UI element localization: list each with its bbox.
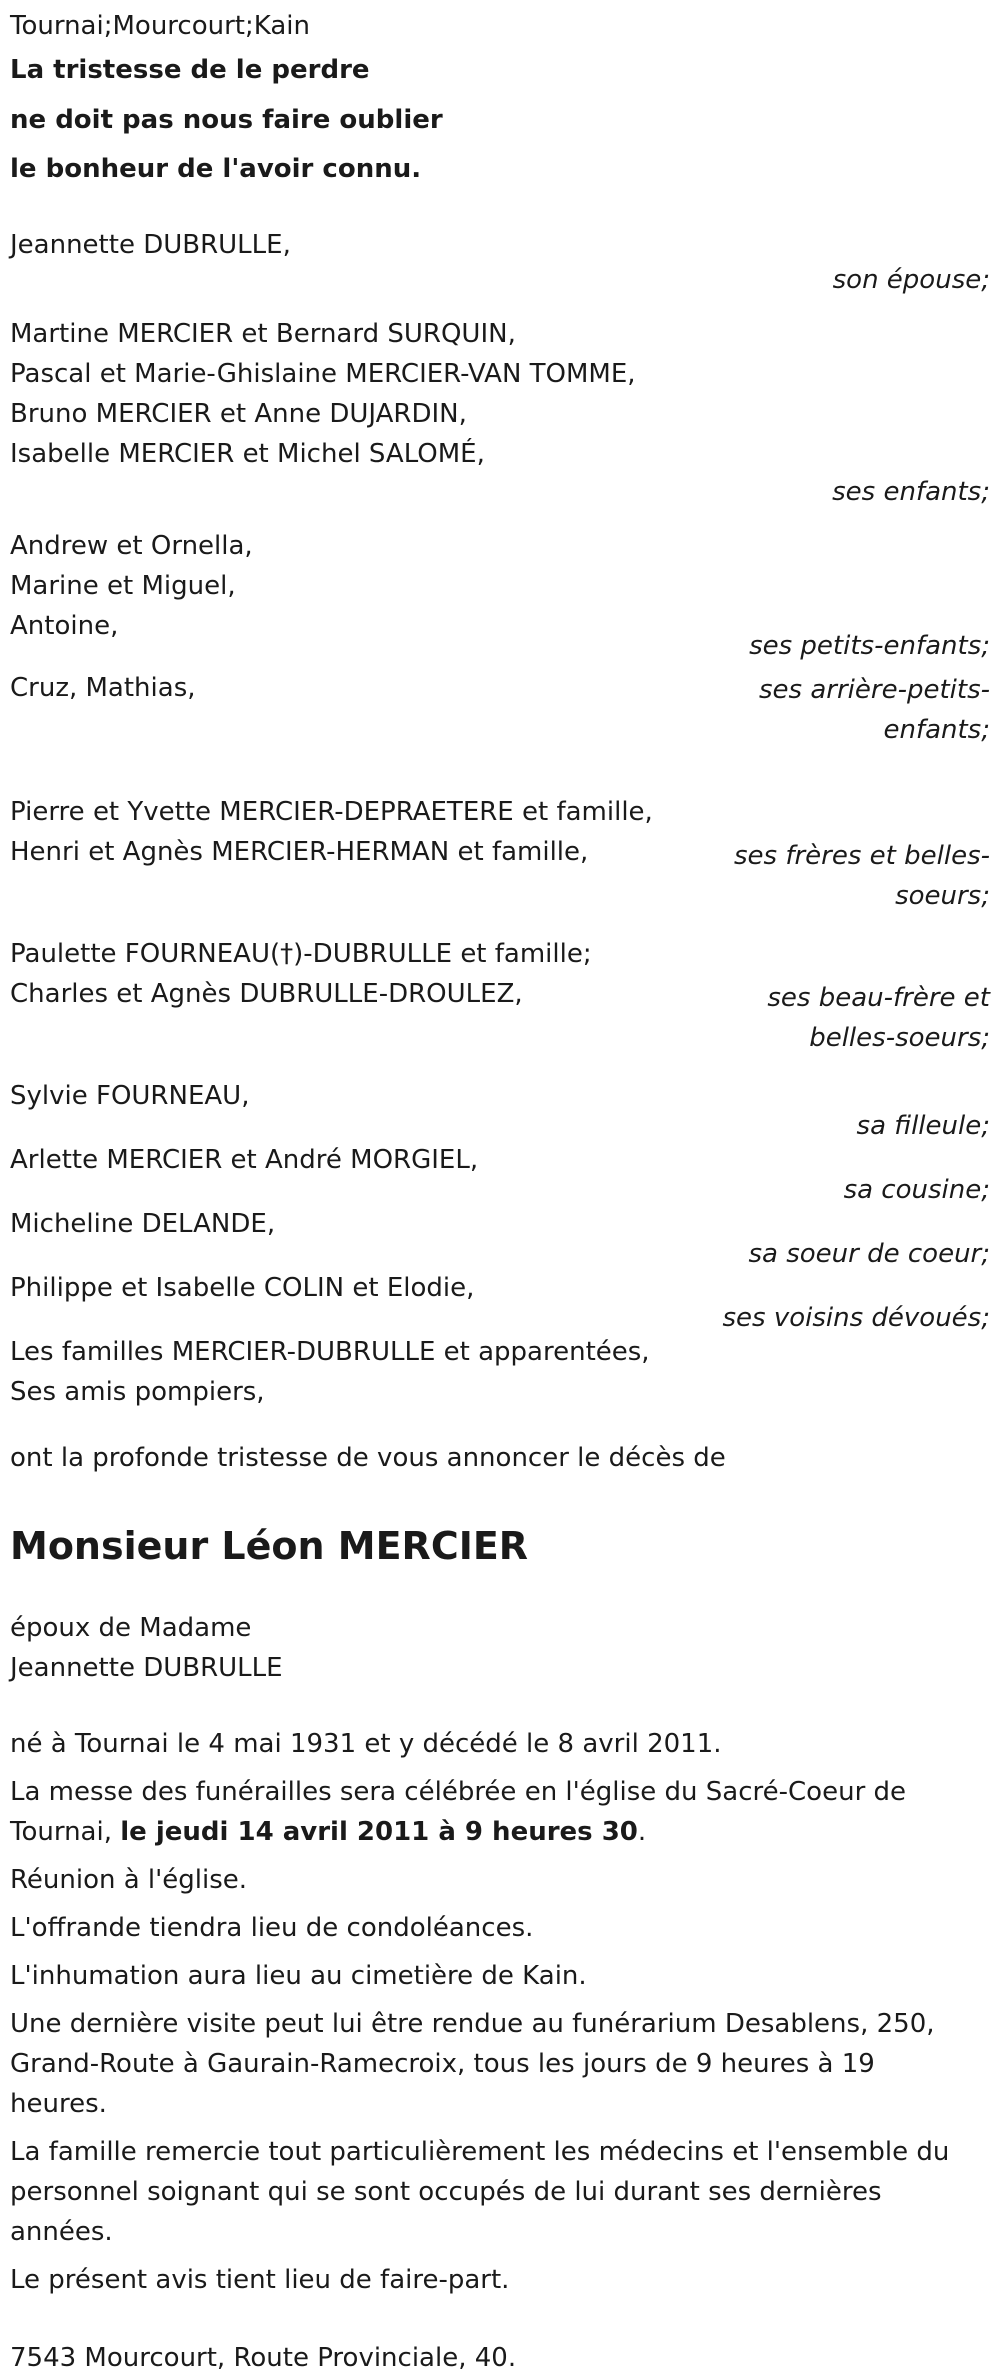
address: 7543 Mourcourt, Route Provinciale, 40. (10, 2342, 517, 2373)
family-group-great-grandchildren (10, 668, 990, 778)
family-name: Andrew et Ornella, (10, 530, 253, 561)
family-name: Cruz, Mathias, (10, 672, 196, 703)
family-role: ses enfants; (832, 476, 990, 507)
family-name: Isabelle MERCIER et Michel SALOMÉ, (10, 438, 485, 469)
family-role: sa filleule; (856, 1110, 990, 1141)
family-group-in-laws (10, 934, 990, 1062)
birth-death: né à Tournai le 4 mai 1931 et y décédé le 8 avril 2011. (10, 1728, 722, 1759)
family-group-siblings (10, 792, 990, 920)
family-role: ses arrière-petits-enfants; (759, 674, 990, 745)
family-name: Bruno MERCIER et Anne DUJARDIN, (10, 398, 467, 429)
funeral-mass (10, 1772, 960, 1852)
family-name: Antoine, (10, 610, 119, 641)
family-name: Pierre et Yvette MERCIER-DEPRAETERE et famille, (10, 796, 653, 827)
family-role: ses beau-frère et belles-soeurs; (767, 982, 990, 1053)
family-group-spouse (10, 225, 990, 300)
spouse-block (10, 1608, 990, 1688)
family-name: Paulette FOURNEAU(†)-DUBRULLE et famille; (10, 938, 592, 969)
funeral-mass-prefix: La messe des funérailles sera célébrée en l'église du Sacré-Coeur de Tournai, (10, 1776, 907, 1847)
family-name: Micheline DELANDE, (10, 1208, 276, 1239)
family-name: Sylvie FOURNEAU, (10, 1080, 250, 1111)
family-group-children (10, 314, 990, 512)
family-role: ses voisins dévoués; (722, 1302, 990, 1333)
family-group-heart-sister (10, 1204, 990, 1269)
funeral-mass-date: le jeudi 14 avril 2011 à 9 heures 30 (120, 1816, 638, 1847)
family-name: Martine MERCIER et Bernard SURQUIN, (10, 318, 516, 349)
family-name: Henri et Agnès MERCIER-HERMAN et famille, (10, 836, 589, 867)
family-name: Arlette MERCIER et André MORGIEL, (10, 1144, 479, 1175)
thanks-info: La famille remercie tout particulièrement les médecins et l'ensemble du personnel soignant qui se sont occupés de lui durant ses dernières années. (10, 2136, 950, 2247)
quote-line-3: le bonheur de l'avoir connu. (10, 154, 422, 184)
family-name: Philippe et Isabelle COLIN et Elodie, (10, 1272, 475, 1303)
family-group-goddaughter (10, 1076, 990, 1141)
quote-line-2: ne doit pas nous faire oublier (10, 104, 443, 135)
offering-info: L'offrande tiendra lieu de condoléances. (10, 1912, 534, 1943)
obituary-page (10, 6, 990, 2378)
spouse-line-1: époux de Madame (10, 1612, 252, 1643)
funeral-mass-suffix: . (637, 1816, 647, 1847)
family-group-others (10, 1332, 990, 1412)
family-name: Charles et Agnès DUBRULLE-DROULEZ, (10, 978, 523, 1009)
meeting-info: Réunion à l'église. (10, 1864, 248, 1895)
announcement: ont la profonde tristesse de vous annoncer le décès de (10, 1442, 726, 1473)
family-group-grandchildren (10, 526, 990, 661)
quote-block (10, 46, 990, 195)
spouse-line-2: Jeannette DUBRULLE (10, 1652, 283, 1683)
family-name: Pascal et Marie-Ghislaine MERCIER-VAN TOMME, (10, 358, 636, 389)
family-name: Jeannette DUBRULLE, (10, 229, 291, 260)
places-line: Tournai;Mourcourt;Kain (10, 11, 310, 41)
family-name: Marine et Miguel, (10, 570, 236, 601)
family-name: Les familles MERCIER-DUBRULLE et apparentées, (10, 1336, 650, 1367)
family-group-neighbors (10, 1268, 990, 1333)
family-role: sa cousine; (843, 1174, 990, 1205)
quote-line-1: La tristesse de le perdre (10, 55, 370, 85)
family-role: son épouse; (832, 264, 990, 295)
family-name: Ses amis pompiers, (10, 1376, 265, 1407)
visit-info: Une dernière visite peut lui être rendue au funérarium Desablens, 250, Grand-Route à Gaurain-Ramecroix, tous les jours de 9 heures à 19 heures. (10, 2008, 935, 2119)
deceased-name: Monsieur Léon MERCIER (10, 1523, 529, 1568)
family-role: sa soeur de coeur; (748, 1238, 990, 1269)
family-role: ses petits-enfants; (749, 630, 990, 661)
burial-info: L'inhumation aura lieu au cimetière de Kain. (10, 1960, 587, 1991)
family-role: ses frères et belles-soeurs; (733, 840, 990, 911)
family-group-cousin (10, 1140, 990, 1205)
notice-info: Le présent avis tient lieu de faire-part. (10, 2264, 510, 2295)
